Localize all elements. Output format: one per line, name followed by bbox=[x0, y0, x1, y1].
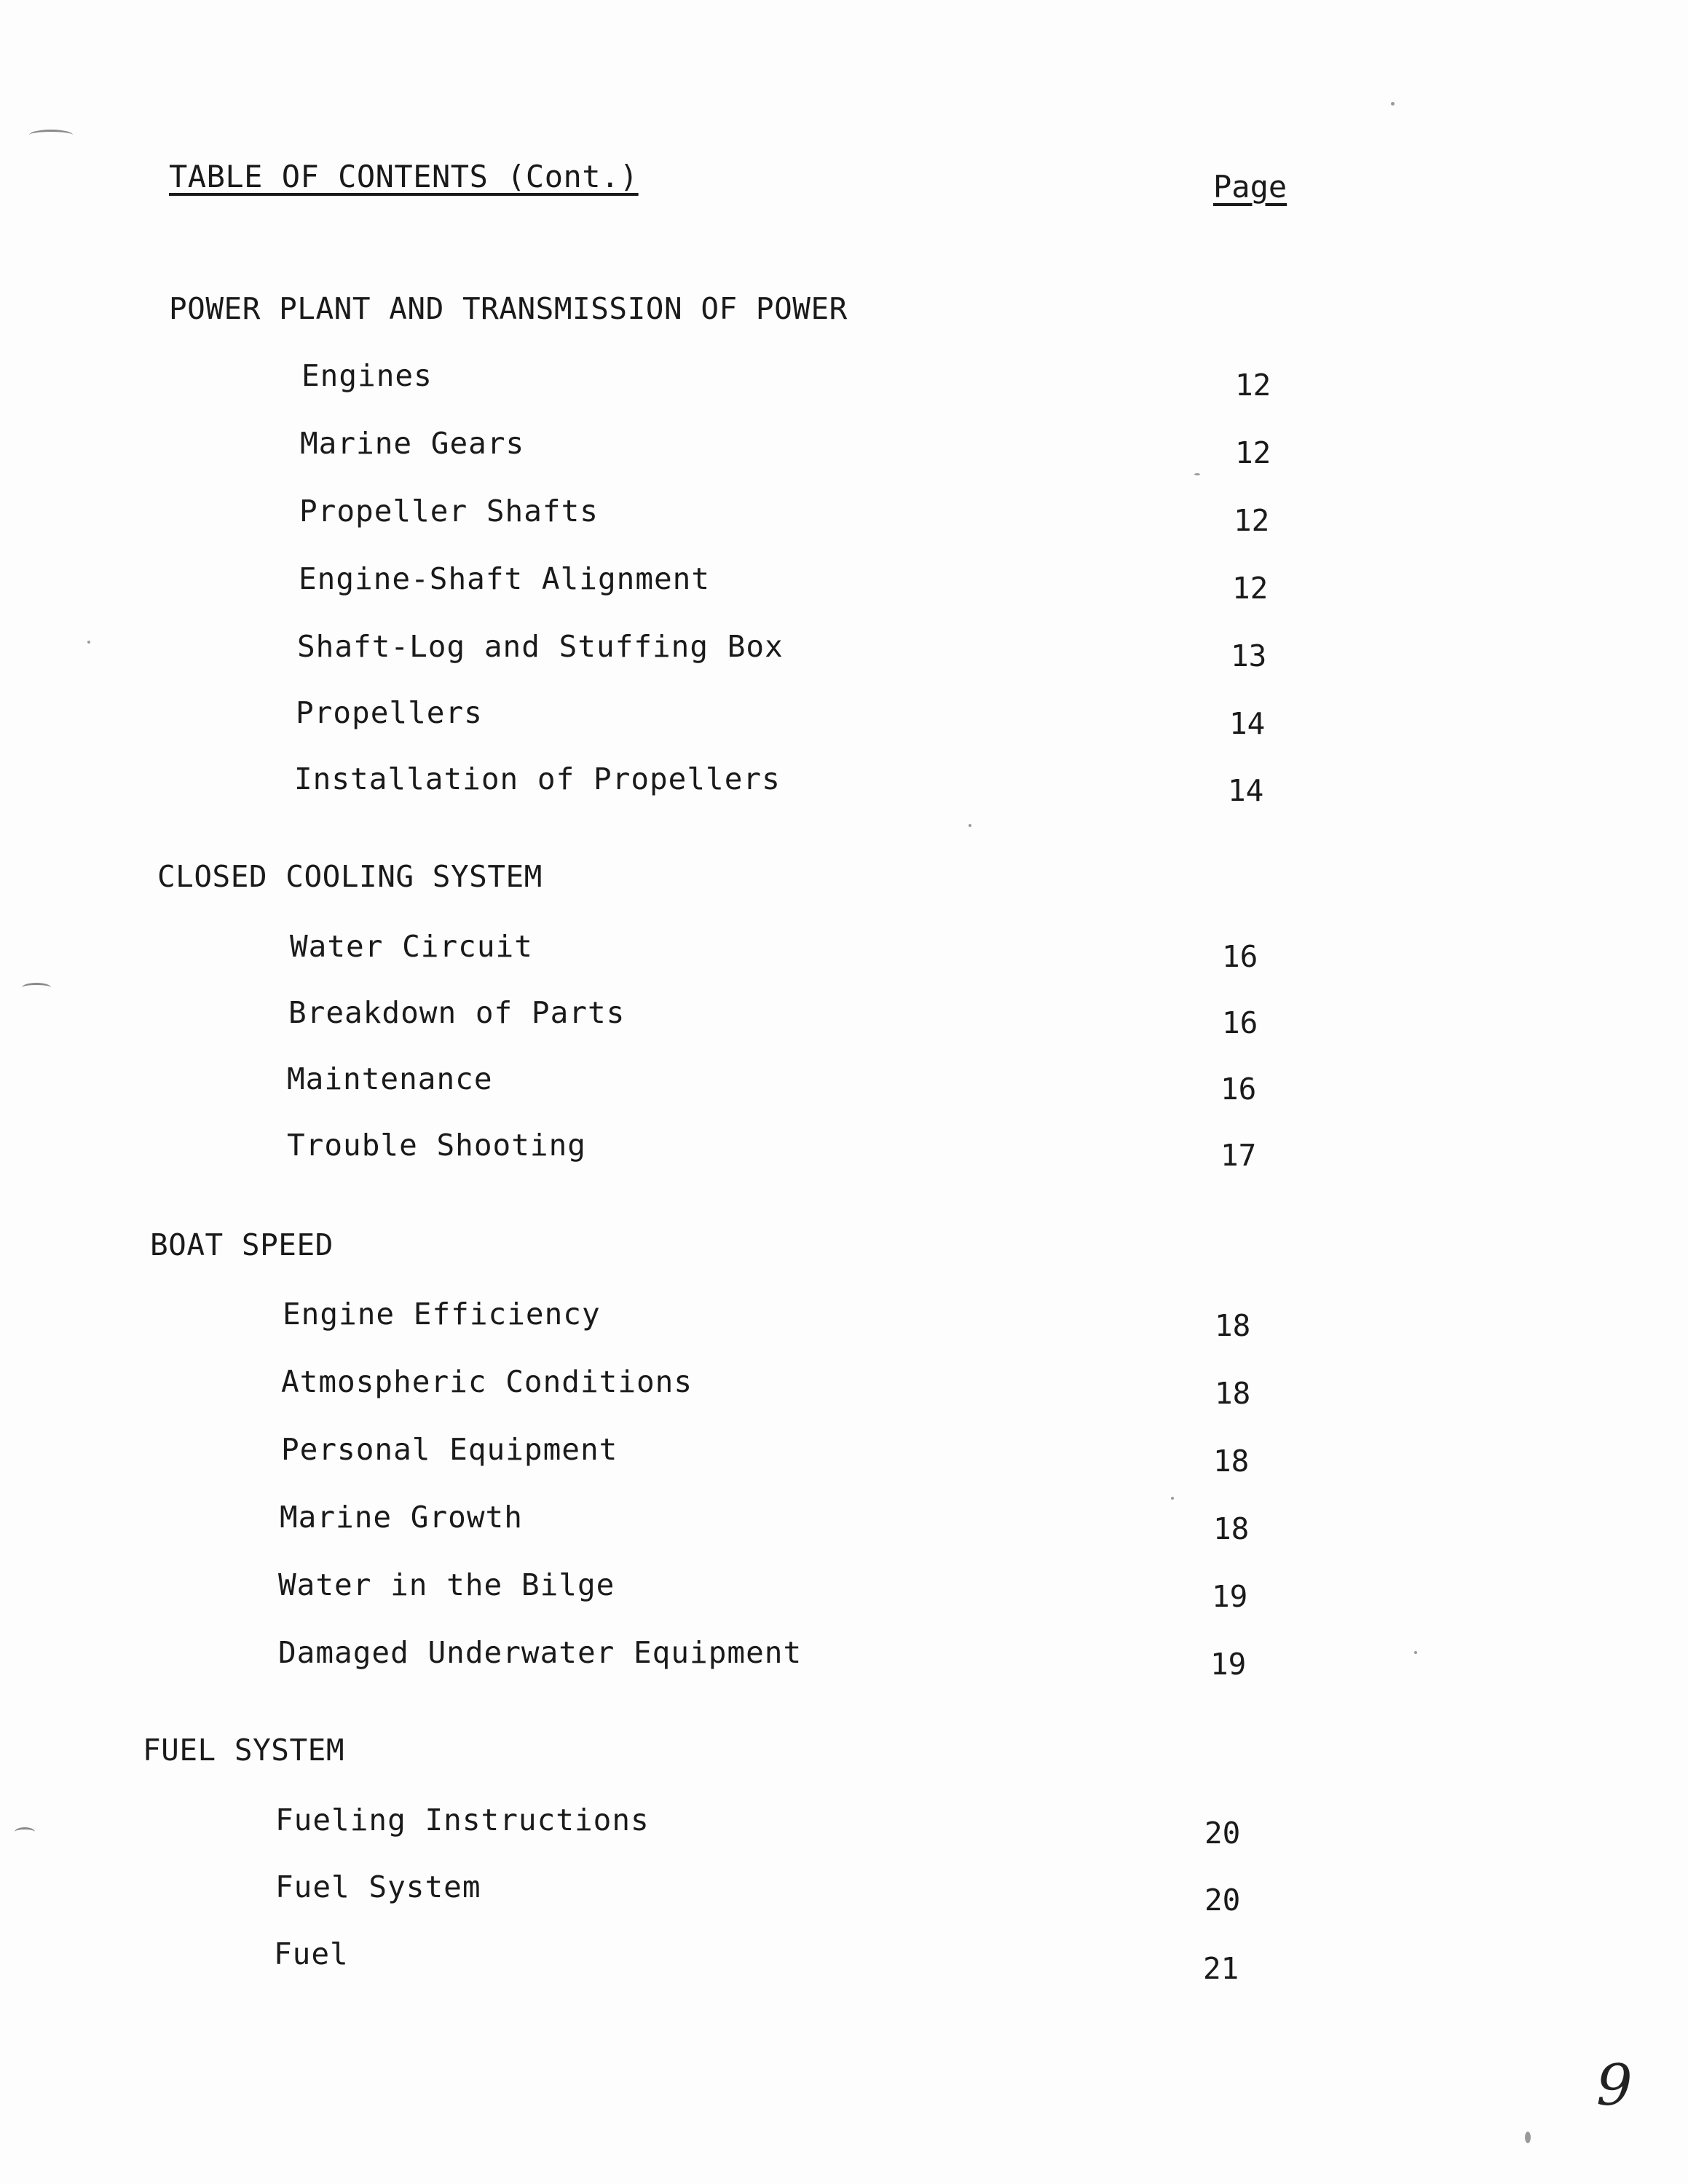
toc-entry-page: 12 bbox=[1232, 571, 1269, 606]
section-heading: POWER PLANT AND TRANSMISSION OF POWER bbox=[169, 291, 848, 326]
toc-entry-page: 18 bbox=[1213, 1444, 1250, 1479]
toc-entry-label: Propellers bbox=[296, 695, 483, 730]
page-column-header: Page bbox=[1213, 169, 1287, 205]
toc-entry-page: 12 bbox=[1235, 435, 1271, 470]
scan-speck bbox=[87, 641, 90, 644]
toc-entry-label: Fueling Instructions bbox=[275, 1803, 650, 1837]
toc-entry-page: 20 bbox=[1204, 1883, 1241, 1918]
toc-entry-label: Trouble Shooting bbox=[287, 1128, 586, 1163]
toc-entry-page: 17 bbox=[1220, 1138, 1257, 1173]
section-heading: BOAT SPEED bbox=[150, 1227, 334, 1262]
toc-entry-page: 16 bbox=[1222, 939, 1258, 974]
toc-entry-page: 13 bbox=[1231, 638, 1267, 673]
toc-entry-label: Atmospheric Conditions bbox=[281, 1364, 693, 1399]
toc-entry-page: 14 bbox=[1228, 773, 1264, 808]
toc-entry-page: 16 bbox=[1220, 1072, 1257, 1107]
scan-speck bbox=[1171, 1497, 1174, 1500]
handwritten-page-number: 9 bbox=[1596, 2053, 1633, 2118]
scan-speck bbox=[969, 824, 971, 827]
scan-speck bbox=[1414, 1651, 1417, 1654]
toc-entry-label: Breakdown of Parts bbox=[288, 995, 626, 1030]
toc-entry-page: 19 bbox=[1212, 1579, 1248, 1614]
toc-entry-label: Water in the Bilge bbox=[278, 1567, 615, 1602]
scan-mark bbox=[29, 130, 73, 141]
toc-entry-page: 14 bbox=[1229, 706, 1266, 741]
toc-entry-label: Marine Gears bbox=[300, 426, 525, 461]
toc-entry-label: Maintenance bbox=[287, 1061, 493, 1096]
toc-entry-label: Damaged Underwater Equipment bbox=[278, 1635, 802, 1670]
toc-entry-page: 16 bbox=[1222, 1005, 1258, 1040]
toc-entry-label: Installation of Propellers bbox=[294, 761, 781, 796]
toc-entry-page: 18 bbox=[1213, 1511, 1250, 1546]
toc-entry-label: Engines bbox=[301, 358, 433, 393]
section-heading: FUEL SYSTEM bbox=[143, 1733, 345, 1768]
scan-speck bbox=[1525, 2132, 1531, 2143]
toc-entry-page: 12 bbox=[1235, 368, 1271, 403]
page-title: TABLE OF CONTENTS (Cont.) bbox=[169, 159, 639, 194]
toc-entry-page: 20 bbox=[1204, 1816, 1241, 1851]
scan-mark bbox=[22, 983, 51, 992]
section-heading: CLOSED COOLING SYSTEM bbox=[157, 859, 543, 894]
toc-entry-label: Fuel bbox=[274, 1936, 349, 1971]
toc-entry-page: 12 bbox=[1234, 503, 1270, 538]
toc-entry-label: Water Circuit bbox=[290, 929, 533, 964]
toc-entry-page: 19 bbox=[1210, 1647, 1247, 1682]
scan-speck bbox=[1391, 102, 1395, 106]
toc-entry-page: 21 bbox=[1203, 1951, 1239, 1986]
toc-entry-page: 18 bbox=[1215, 1308, 1251, 1343]
toc-entry-label: Engine-Shaft Alignment bbox=[299, 561, 711, 596]
toc-entry-label: Engine Efficiency bbox=[283, 1297, 601, 1332]
toc-entry-label: Propeller Shafts bbox=[299, 494, 599, 529]
toc-entry-label: Shaft-Log and Stuffing Box bbox=[297, 629, 784, 664]
toc-entry-label: Fuel System bbox=[275, 1870, 481, 1904]
toc-entry-label: Marine Growth bbox=[280, 1500, 523, 1535]
scan-mark bbox=[15, 1827, 35, 1837]
scan-speck bbox=[1194, 473, 1200, 475]
toc-entry-label: Personal Equipment bbox=[281, 1432, 618, 1467]
toc-entry-page: 18 bbox=[1215, 1376, 1251, 1411]
